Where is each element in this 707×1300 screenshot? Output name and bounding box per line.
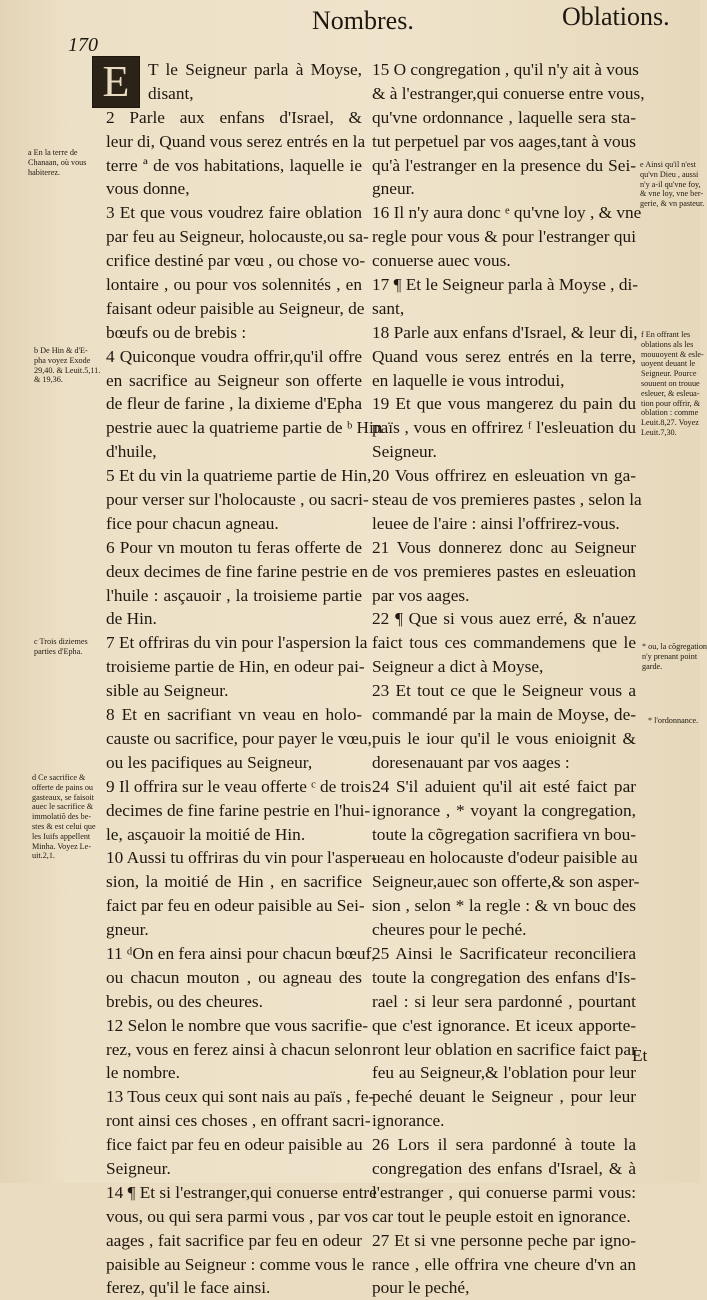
margin-note-line: Leuit.7,30. <box>641 427 677 437</box>
text-line: Seigneur a dict à Moyse, <box>372 657 544 677</box>
running-title-book: Nombres. <box>312 6 414 35</box>
margin-note-line: 29,40. & Leuit.5,11. <box>34 365 101 375</box>
text-line: leur di, Quand vous serez entrés en la <box>106 131 366 151</box>
margin-note-line: stes & est celui que <box>32 821 96 831</box>
text-line: fice pour chacun agneau. <box>106 513 279 533</box>
text-line: & à l'estranger,qui conuerse entre vous, <box>372 83 645 103</box>
margin-note-line: oblations als les <box>641 339 694 349</box>
text-line: 10 Aussi tu offriras du vin pour l'asper- <box>106 848 377 868</box>
text-line: ou chacun mouton , ou agneau des <box>106 967 362 987</box>
margin-note-line: gerie, & vn pasteur. <box>640 199 705 209</box>
margin-note-line: pha voyez Exode <box>34 355 91 365</box>
margin-note <box>641 330 704 438</box>
text-line: terre ª de vos habitations, laquelle ie <box>106 155 362 175</box>
margin-note-line: Seigneur. Pource <box>641 369 697 379</box>
margin-note-line: auec le sacrifice & <box>32 802 94 812</box>
drop-cap: E <box>92 56 140 108</box>
text-line: causte ou sacrifice, pour payer le vœu, <box>106 728 372 748</box>
text-line: Seigneur. <box>372 442 437 462</box>
text-line: vous, ou qui sera parmi vous , par vos <box>106 1206 369 1226</box>
text-line: sible au Seigneur. <box>106 681 229 701</box>
text-line: sion, la moitié de Hin , en sacrifice <box>106 872 362 892</box>
text-line: aages , fait sacrifice par feu en odeur <box>106 1230 362 1250</box>
margin-note-line: & vne loy, vne ber- <box>640 189 704 199</box>
margin-note-line: les Iuifs appellent <box>32 831 91 841</box>
text-line: 27 Et si vne personne peche par igno- <box>372 1230 636 1250</box>
text-line: Seigneur,auec son offerte,& son asper- <box>372 872 640 892</box>
text-line: commandé par la main de Moyse, de- <box>372 705 636 725</box>
text-line: T le Seigneur parla à Moyse, <box>148 60 362 79</box>
text-line: 14 ¶ Et si l'estranger,qui conuerse entre <box>106 1182 377 1202</box>
margin-note-line: a En la terre de <box>28 148 78 157</box>
text-line: 5 Et du vin la quatrieme partie de Hin, <box>106 466 372 486</box>
text-line: toute la cõgregation sacrifiera vn bou- <box>372 824 636 844</box>
text-line: regle pour vous & pour l'estranger qui <box>372 227 636 247</box>
margin-note-line: & 19,36. <box>34 375 63 385</box>
left-column <box>106 58 383 1300</box>
text-line: paisible au Seigneur : comme vous le <box>106 1254 365 1274</box>
margin-note <box>34 346 100 385</box>
margin-note <box>648 716 698 726</box>
text-line: Quand vous serez entrés en la terre, <box>372 346 636 366</box>
text-line: d'huile, <box>106 442 157 462</box>
text-line: faict tous ces commandemens que le <box>372 633 636 653</box>
margin-note-line: gasteaux, se faisoit <box>32 792 95 802</box>
text-line: qu'à l'estranger en la presence du Sei- <box>372 155 636 175</box>
text-line: païs , vous en offrirez ᶠ l'esleuation du <box>372 418 636 438</box>
text-line: 25 Ainsi le Sacrificateur reconciliera <box>372 943 636 963</box>
text-line: faict par feu en odeur paisible au Sei- <box>106 896 365 916</box>
margin-note <box>32 773 96 861</box>
text-line: ront ainsi ces choses , en offrant sacri- <box>106 1111 371 1131</box>
text-line: toute la congregation des enfans d'Is- <box>372 967 636 987</box>
text-line: de Hin. <box>106 609 157 629</box>
text-line: 3 Et que vous voudrez faire oblation <box>106 203 362 223</box>
text-line: 11 ᵈOn en fera ainsi pour chacun bœuf, <box>106 943 376 963</box>
text-line: peché deuant le Seigneur , pour leur <box>372 1087 636 1107</box>
text-line: ront leur oblation en sacrifice faict par <box>372 1039 637 1059</box>
margin-note-line: n'y prenant point <box>642 651 698 661</box>
text-line: le nombre. <box>106 1063 180 1083</box>
text-line: sion , selon * la regle : & vn bouc des <box>372 896 636 916</box>
text-line: bœufs ou de brebis : <box>106 322 247 342</box>
margin-note-line: garde. <box>642 661 663 671</box>
text-line: faisant odeur paisible au Seigneur, de <box>106 298 365 318</box>
text-line: conuerse auec vous. <box>372 251 511 271</box>
text-line: doresenauant par vos aages : <box>372 752 570 772</box>
text-line: vous donne, <box>106 179 190 199</box>
text-line: feu au Seigneur,& l'oblation pour leur <box>372 1063 636 1083</box>
margin-note-line: souuent on trouue <box>641 378 700 388</box>
text-line: le, asçauoir la moitié de Hin. <box>106 824 306 844</box>
text-line: l'huile : asçauoir , la troisieme partie <box>106 585 362 605</box>
text-line: brebis, ou des cheures. <box>106 991 263 1011</box>
margin-note-line: b De Hin & d'E- <box>34 346 88 355</box>
margin-note <box>28 148 86 177</box>
text-line: 22 ¶ Que si vous auez erré, & n'auez <box>372 609 636 629</box>
text-line: tut perpetuel par vos aages,tant à vous <box>372 131 636 151</box>
text-line: decimes de fine farine pestrie en l'hui- <box>106 800 371 820</box>
margin-note-line: Leuit.8,27. Voyez <box>641 418 699 428</box>
text-line: 9 Il offrira sur le veau offerte ᶜ de trois <box>106 776 372 796</box>
text-line: 18 Parle aux enfans d'Israel, & leur di, <box>372 322 638 342</box>
margin-note-line: Minha. Voyez Le- <box>32 841 92 851</box>
margin-note-line: c Trois diziemes <box>34 637 88 646</box>
margin-note-line: * l'ordonnance. <box>648 716 699 725</box>
text-line: ferez, qu'il le face ainsi. <box>106 1278 271 1298</box>
text-line: ueau en holocauste d'odeur paisible au <box>372 848 638 868</box>
text-line: steau de vos premieres pastes , selon la <box>372 490 642 510</box>
text-line: 24 S'il aduient qu'il ait esté faict par <box>372 776 636 796</box>
text-line: 16 Il n'y aura donc ᵉ qu'vne loy , & vne <box>372 203 642 223</box>
text-line: ou les pacifiques au Seigneur, <box>106 752 313 772</box>
text-line: 2 Parle aux enfans d'Israel, & <box>106 107 362 127</box>
text-line: 7 Et offriras du vin pour l'aspersion la <box>106 633 368 653</box>
text-line: lontaire , ou pour vos solennités , en <box>106 275 362 295</box>
text-line: par vos aages. <box>372 585 470 605</box>
text-line: 8 Et en sacrifiant vn veau en holo- <box>106 705 362 725</box>
running-title-subject: Oblations. <box>562 2 670 31</box>
margin-note-line: d Ce sacrifice & <box>32 773 86 782</box>
text-line: 6 Pour vn mouton tu feras offerte de <box>106 537 362 557</box>
margin-note-line: * ou, la cõgregation <box>642 642 707 651</box>
text-line: 13 Tous ceux qui sont nais au païs , fe- <box>106 1087 375 1107</box>
margin-note-line: mouuoyent & esle- <box>641 349 704 359</box>
text-line: cheures pour le peché. <box>372 920 527 940</box>
margin-note-line: Chanaan, où vous <box>28 157 87 167</box>
text-line: 20 Vous offrirez en esleuation vn ga- <box>372 466 636 486</box>
margin-note-line: uoyent deuant le <box>641 359 696 369</box>
right-column <box>372 58 645 1300</box>
margin-note-line: n'y a-il qu'vne foy, <box>640 179 701 189</box>
text-line: leuee de l'aire : ainsi l'offrirez-vous. <box>372 513 620 533</box>
text-line: disant, <box>148 83 194 103</box>
text-line: de fleur de farine , la dixieme d'Epha <box>106 394 362 414</box>
margin-note-line: e Ainsi qu'il n'est <box>640 160 696 169</box>
margin-note-line: immolatiõ des be- <box>32 812 92 822</box>
text-line: troisieme partie de Hin, en odeur pai- <box>106 657 365 677</box>
text-line: crifice destiné par vœu , ou chose vo- <box>106 251 366 271</box>
text-line: 23 Et tout ce que le Seigneur vous a <box>372 681 636 701</box>
text-line: pour le peché, <box>372 1278 470 1298</box>
margin-note <box>34 637 88 657</box>
text-line: ignorance , * voyant la congregation, <box>372 800 636 820</box>
margin-note-line: esleuer, & esleua- <box>641 388 700 398</box>
text-line: pestrie auec la quatrieme partie de ᵇ Hin <box>106 418 383 438</box>
text-line: 21 Vous donnerez donc au Seigneur <box>372 537 636 557</box>
text-line: deux decimes de fine farine pestrie en <box>106 561 368 581</box>
text-line: gneur. <box>372 179 415 199</box>
margin-note-line: oblation : comme <box>641 408 699 418</box>
margin-note-line: parties d'Epha. <box>34 646 83 656</box>
text-line: rez, vous en ferez ainsi à chacun selon <box>106 1039 371 1059</box>
text-line: par feu au Seigneur, holocauste,ou sa- <box>106 227 369 247</box>
text-line: 4 Quiconque voudra offrir,qu'il offre <box>106 346 362 366</box>
text-line: pour verser sur l'holocauste , ou sacri- <box>106 490 369 510</box>
margin-note-line: offerte de pains ou <box>32 782 94 792</box>
text-line: de vos premieres pastes en esleuation <box>372 561 636 581</box>
text-line: 15 O congregation , qu'il n'y ait à vous <box>372 60 639 79</box>
text-line: 26 Lors il sera pardonné à toute la <box>372 1135 636 1155</box>
catchword: Et <box>632 1046 648 1065</box>
text-line: en sacrifice au Seigneur son offerte <box>106 370 362 390</box>
text-line: en laquelle ie vous introdui, <box>372 370 565 390</box>
margin-note <box>640 160 704 209</box>
text-line: 19 Et que vous mangerez du pain du <box>372 394 636 414</box>
margin-note-line: tion pour offrir, & <box>641 398 701 408</box>
text-line: puis le iour qu'il le vous enioignit & <box>372 728 636 748</box>
text-line: car tout le peuple estoit en ignorance. <box>372 1206 631 1226</box>
page-number: 170 <box>68 34 98 56</box>
text-line: congregation des enfans d'Israel, & à <box>372 1158 636 1178</box>
margin-note-line: qu'vn Dieu , aussi <box>640 169 699 179</box>
text-line: sant, <box>372 298 405 318</box>
text-line: que c'est ignorance. Et iceux apporte- <box>372 1015 636 1035</box>
text-line: qu'vne ordonnance , laquelle sera sta- <box>372 107 636 127</box>
text-line: ignorance. <box>372 1111 445 1131</box>
text-line: gneur. <box>106 920 149 940</box>
text-line: fice faict par feu en odeur paisible au <box>106 1135 363 1155</box>
margin-note-line: uit.2,1. <box>32 851 55 861</box>
text-line: Seigneur. <box>106 1158 171 1178</box>
text-line: rance , elle offrira vne cheure d'vn an <box>372 1254 636 1274</box>
text-line: 12 Selon le nombre que vous sacrifie- <box>106 1015 369 1035</box>
text-line: l'estranger , qui conuerse parmi vous: <box>372 1182 636 1202</box>
margin-note-line: f En offrant les <box>641 330 691 339</box>
margin-note-line: habiterez. <box>28 167 61 177</box>
margin-note <box>642 642 707 671</box>
text-line: 17 ¶ Et le Seigneur parla à Moyse , di- <box>372 275 639 295</box>
text-line: rael : si leur sera pardonné , pourtant <box>372 991 636 1011</box>
